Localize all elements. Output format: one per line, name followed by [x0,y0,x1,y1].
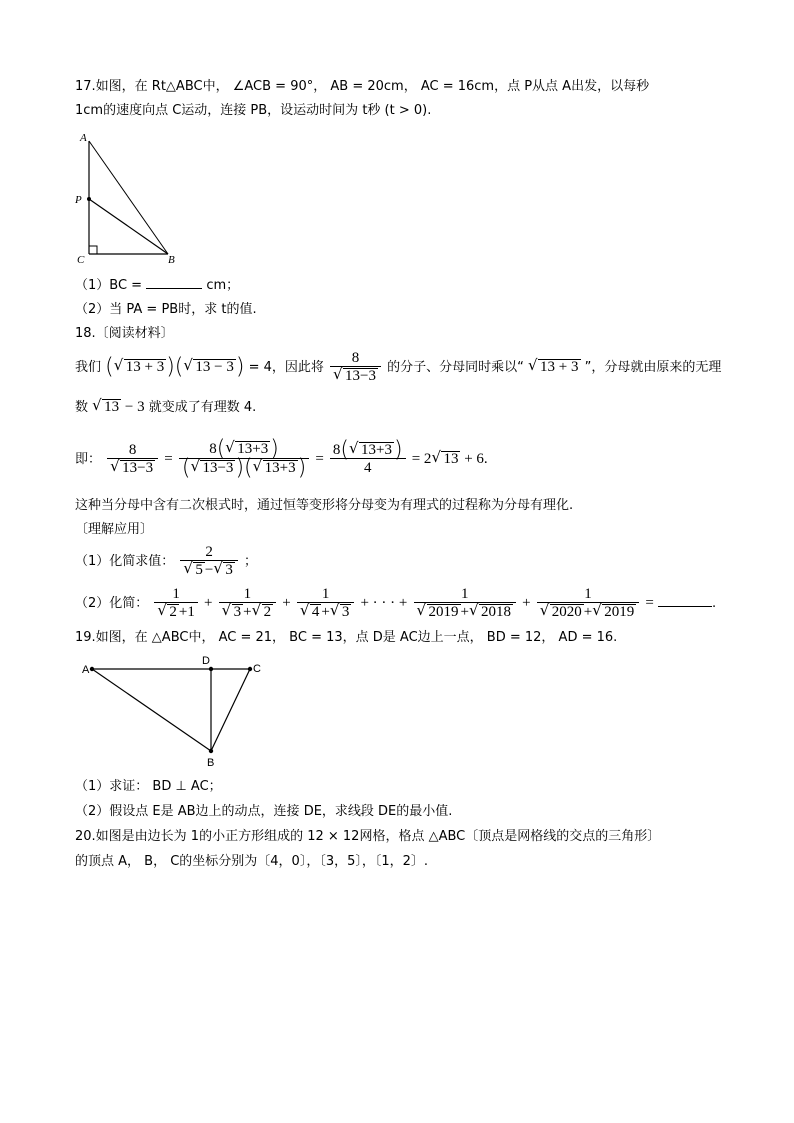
q17-label-p: P [75,194,82,206]
q18-line3: 即： 8 √ 13−3 = $\frac{8(√ 13+3)}{(√ 13-3)(√ 13+3)}$ = $\frac{8(√ 13+3)}{4}$ = 2√ 13 + 6. [75,435,488,484]
q18-line1 [75,348,721,387]
q19-triangle-figure [80,652,270,774]
q17-sub2: （2）当 PA = PB时，求 t的值. [75,302,257,317]
q19-label-b: B [207,757,215,769]
q17-label-b: B [168,254,175,265]
q19-label-d: D [202,655,210,667]
q18-l1a: 我们 [75,360,102,375]
q19-label-c: C [253,663,261,675]
q17-label-a: A [80,132,87,144]
q18-title: 18.〔阅读材料〕 [75,326,174,341]
q19-sub2: （2）假设点 E是 AB边上的动点，连接 DE，求线段 DE的最小值. [75,804,453,819]
q18-sub1 [75,542,257,582]
q17-sub1-pre: （1）BC = [75,278,143,293]
q20-line2: 的顶点 A， B， C的坐标分别为〔4，0〕，〔3，5〕，〔1，2〕. [75,854,429,869]
q18-line2 [75,398,256,417]
q18-l1c: 的分子、分母同时乘以“ [387,360,524,375]
q18-s2-dots: + · · · + [360,595,408,611]
q19-label-a: A [82,664,90,676]
q18-apply: 这种当分母中含有二次根式时，通过恒等变形将分母变为有理式的过程称为分母有理化. [75,498,574,513]
q18-l1d: ”，分母就由原来的无理 [584,360,722,375]
q19-line: 19.如图，在 △ABC中， AC = 21， BC = 13，点 D是 AC边上一点， BD = 12， AD = 16. [75,630,618,645]
q17-line1: 17.如图，在 Rt△ABC中， ∠ACB = 90°， AB = 20cm， AC = 16cm，点 P从点 A出发，以每秒 [75,79,650,94]
q18-l2b: 就变成了有理数 4. [148,400,257,415]
q17-sub1-post: cm； [206,278,240,293]
q18-sub1-fraction: 2 √ 5 −√ 3 [180,544,237,579]
q17-line2: 1cm的速度向点 C运动，连接 PB，设运动时间为 t秒 (t > 0). [75,103,432,118]
q18-answer-blank [658,594,712,607]
q17-sub1 [75,276,239,295]
q18-s2: （2）化简： [75,596,149,611]
q20-line1: 20.如图是由边长为 1的小正方形组成的 12 × 12网格，格点 △ABC〔顶点是网格线的交点的三角形〕 [75,829,661,844]
q17-label-c: C [77,254,85,265]
q18-eq-frac3: $\frac{8(√ 13+3)}{4}$ [330,442,406,478]
q18-l2a: 数 [75,400,89,415]
q17-triangle-figure [72,130,187,265]
q18-multiplier: √ 13 + 3 [528,359,580,375]
q18-sub2: （2）化简： 1 √ 2 +1 + 1 √ 3 +√ 2 + 1 √ 4 +√ 3 + · · · + 1 √ 2019 +√ 2018 + 1 √ 2020 +√ 2019 = . [75,582,716,625]
q18-s1: （1）化简求值： [75,554,175,569]
q18-eq-frac2: $\frac{8(√ 13+3)}{(√ 13-3)(√ 13+3)}$ [179,441,309,477]
q17-answer-blank [146,276,202,289]
q18-s2-end: . [711,596,717,611]
q18-l1b: = 4，因此将 [248,360,324,375]
q18-product-expr: (√ 13 + 3)(√ 13 − 3) [105,359,244,375]
q19-sub1: （1）求证： BD ⊥ AC； [75,779,222,794]
q18-l3a: 即： [75,452,102,467]
q18-eq-frac1: 8 √ 13−3 [107,442,158,477]
q18-apply-title: 〔理解应用〕 [75,522,154,537]
q18-fraction-8: 8 √ 13−3 [330,350,381,385]
q18-s1-end: ； [244,554,258,569]
q18-irrational: √ 13 − 3 [92,399,144,415]
